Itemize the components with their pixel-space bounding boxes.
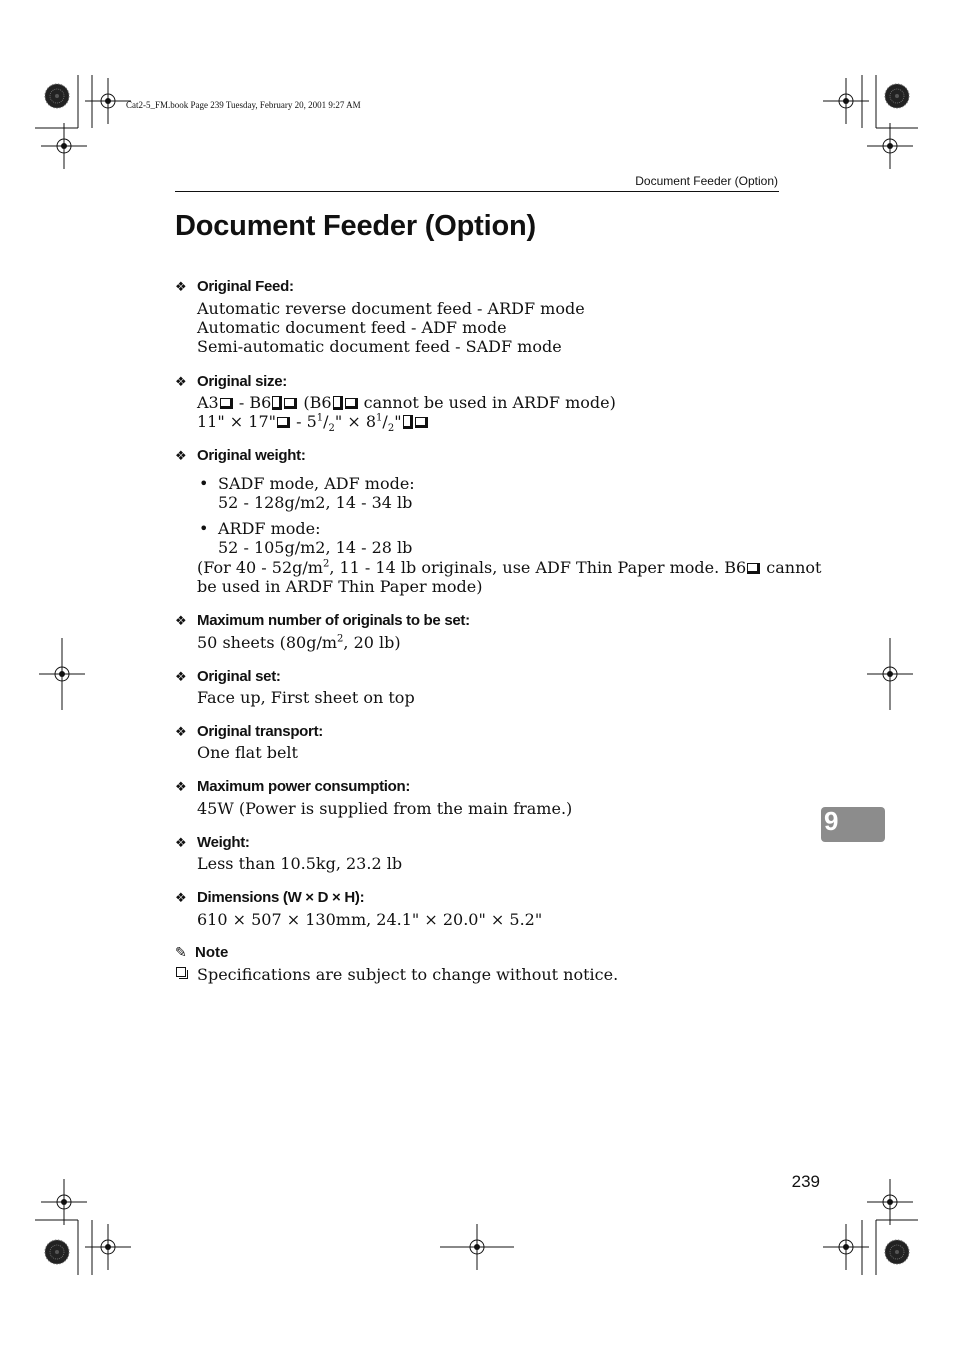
registration-target-icon bbox=[867, 123, 913, 169]
bullet-icon: • bbox=[199, 474, 209, 493]
text: 11" × 17" bbox=[197, 412, 277, 431]
chapter-number: 9 bbox=[824, 806, 839, 836]
text: cannot bbox=[761, 558, 822, 577]
spec-heading-label: Maximum power consumption: bbox=[197, 778, 411, 795]
page-title: Document Feeder (Option) bbox=[175, 210, 536, 242]
diamond-bullet-icon: ❖ bbox=[175, 613, 187, 628]
spec-heading-weight bbox=[175, 834, 250, 851]
text: / bbox=[323, 412, 329, 431]
bullet-icon: • bbox=[199, 519, 209, 538]
text: - 5 bbox=[291, 412, 317, 431]
max-power-value: 45W (Power is supplied from the main frame.) bbox=[197, 799, 573, 818]
diamond-bullet-icon: ❖ bbox=[175, 279, 187, 294]
max-originals-value bbox=[197, 633, 401, 652]
original-set-value: Face up, First sheet on top bbox=[197, 688, 415, 707]
text: 50 sheets (80g/m bbox=[197, 633, 338, 652]
diamond-bullet-icon: ❖ bbox=[175, 669, 187, 684]
text: 2 bbox=[387, 423, 395, 435]
paper-portrait-icon bbox=[272, 396, 282, 410]
text: " × 8 bbox=[334, 412, 377, 431]
thin-paper-note-line-2: be used in ARDF Thin Paper mode) bbox=[197, 577, 483, 596]
dimensions-value: 610 × 507 × 130mm, 24.1" × 20.0" × 5.2" bbox=[197, 910, 543, 929]
text: 2 bbox=[337, 633, 344, 645]
original-feed-line: Automatic document feed - ADF mode bbox=[197, 318, 507, 337]
weight-value: Less than 10.5kg, 23.2 lb bbox=[197, 854, 403, 873]
text: - B6 bbox=[233, 393, 272, 412]
paper-landscape-icon bbox=[220, 398, 233, 409]
spec-heading-original-size bbox=[175, 373, 287, 390]
ardf-label: ARDF mode: bbox=[218, 519, 321, 538]
note-item: Specifications are subject to change without notice. bbox=[197, 965, 619, 984]
text: , 11 - 14 lb originals, use ADF Thin Paper mode. B6 bbox=[329, 558, 747, 577]
spec-heading-original-set bbox=[175, 668, 281, 685]
registration-target-icon bbox=[41, 123, 87, 169]
spec-heading-label: Original transport: bbox=[197, 723, 323, 740]
file-info: Cat2-5_FM.book Page 239 Tuesday, February 20, 2001 9:27 AM bbox=[126, 100, 361, 110]
paper-landscape-icon bbox=[277, 417, 290, 428]
diamond-bullet-icon: ❖ bbox=[175, 374, 187, 389]
spec-heading-label: Weight: bbox=[197, 834, 250, 851]
spec-heading-original-weight bbox=[175, 447, 306, 464]
text: 2 bbox=[328, 423, 335, 435]
note-pen-icon: ✎ bbox=[175, 944, 187, 960]
original-feed-line: Automatic reverse document feed - ARDF mode bbox=[197, 299, 585, 318]
spec-heading-label: Maximum number of originals to be set: bbox=[197, 612, 470, 629]
ardf-value: 52 - 105g/m2, 14 - 28 lb bbox=[218, 538, 413, 557]
original-size-line-1 bbox=[197, 393, 616, 412]
note-heading bbox=[175, 944, 228, 961]
original-size-line-2 bbox=[197, 412, 429, 435]
registration-target-icon bbox=[41, 1179, 87, 1225]
registration-target-icon bbox=[885, 1240, 909, 1264]
running-head: Document Feeder (Option) bbox=[635, 174, 778, 188]
text: (For 40 - 52g/m bbox=[197, 558, 323, 577]
original-transport-value: One flat belt bbox=[197, 743, 298, 762]
paper-landscape-icon bbox=[415, 417, 428, 428]
diamond-bullet-icon: ❖ bbox=[175, 890, 187, 905]
text: / bbox=[382, 412, 388, 431]
paper-portrait-icon bbox=[333, 396, 343, 410]
sadf-value: 52 - 128g/m2, 14 - 34 lb bbox=[218, 493, 413, 512]
spec-heading-label: Original weight: bbox=[197, 447, 306, 464]
spec-heading-label: Dimensions (W × D × H): bbox=[197, 889, 365, 906]
registration-target-icon bbox=[867, 1179, 913, 1225]
registration-target-icon bbox=[45, 84, 69, 108]
text: 2 bbox=[322, 558, 330, 570]
spec-heading-original-transport bbox=[175, 723, 323, 740]
diamond-bullet-icon: ❖ bbox=[175, 779, 187, 794]
paper-landscape-icon bbox=[284, 398, 297, 409]
spec-heading-dimensions bbox=[175, 889, 364, 906]
paper-landscape-icon bbox=[747, 563, 760, 574]
paper-landscape-icon bbox=[345, 398, 358, 409]
sadf-label: SADF mode, ADF mode: bbox=[218, 474, 415, 493]
original-feed-line: Semi-automatic document feed - SADF mode bbox=[197, 337, 562, 356]
text: 1 bbox=[316, 412, 324, 424]
diamond-bullet-icon: ❖ bbox=[175, 835, 187, 850]
spec-heading-max-originals bbox=[175, 612, 470, 629]
text: " bbox=[394, 412, 402, 431]
registration-target-icon bbox=[45, 1240, 69, 1264]
spec-heading-label: Original Feed: bbox=[197, 278, 294, 295]
header-rule bbox=[175, 191, 779, 192]
registration-target-icon bbox=[885, 84, 909, 108]
text: 1 bbox=[376, 412, 383, 424]
text: cannot be used in ARDF mode) bbox=[358, 393, 616, 412]
text: (B6 bbox=[298, 393, 332, 412]
thin-paper-note-line-1 bbox=[197, 558, 821, 577]
paper-portrait-icon bbox=[403, 415, 413, 429]
note-label: Note bbox=[195, 944, 229, 961]
diamond-bullet-icon: ❖ bbox=[175, 448, 187, 463]
spec-heading-label: Original size: bbox=[197, 373, 287, 390]
diamond-bullet-icon: ❖ bbox=[175, 724, 187, 739]
page-number: 239 bbox=[791, 1172, 820, 1191]
text: , 20 lb) bbox=[343, 633, 401, 652]
text: A3 bbox=[197, 393, 219, 412]
checkbox-icon bbox=[176, 967, 186, 977]
spec-heading-max-power bbox=[175, 778, 410, 795]
spec-heading-original-feed bbox=[175, 278, 294, 295]
spec-heading-label: Original set: bbox=[197, 668, 281, 685]
